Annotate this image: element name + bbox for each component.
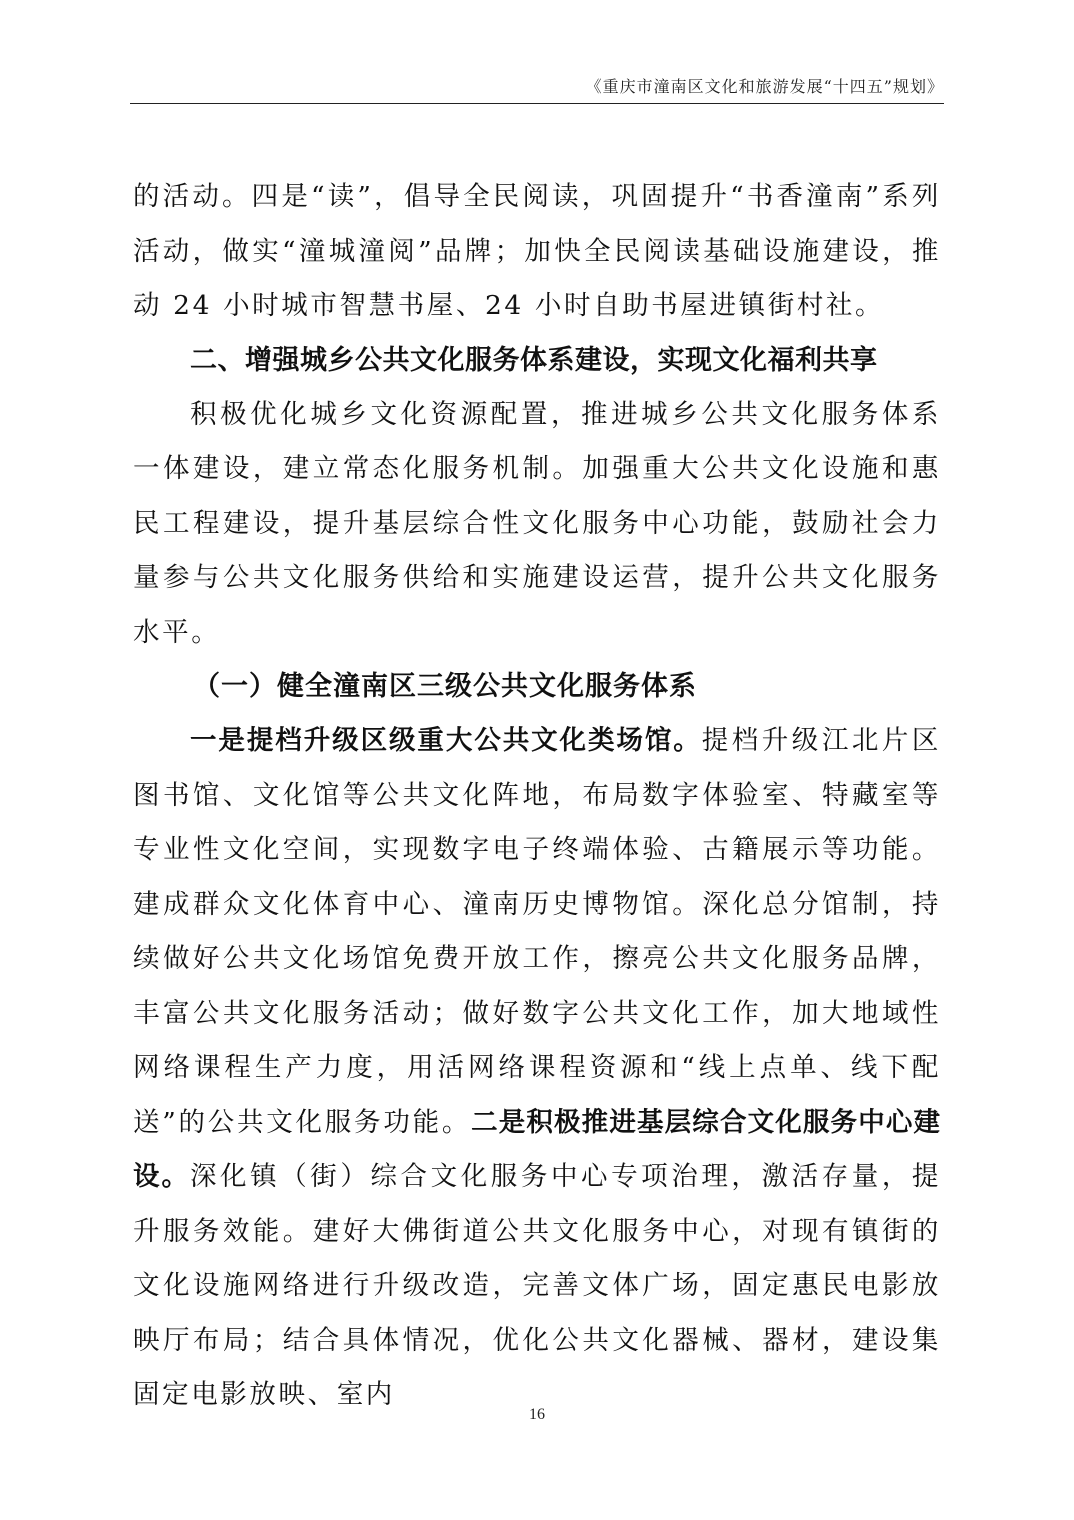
paragraph-public-culture-overview: 积极优化城乡文化资源配置，推进城乡公共文化服务体系一体建设，建立常态化服务机制。加强重大公共文化设施和惠民工程建设，提升基层综合性文化服务中心功能，鼓励社会力量参与公共文化服务供给和实施建设运营，提升公共文化服务水平。 (133, 398, 941, 648)
section-heading: 二、增强城乡公共文化服务体系建设，实现文化福利共享 (190, 344, 878, 376)
subsection-heading: （一）健全潼南区三级公共文化服务体系 (193, 671, 697, 702)
paragraph-text-one: 提档升级江北片区图书馆、文化馆等公共文化阵地，布局数字体验室、特藏室等专业性文化空间，实现数字电子终端体验、古籍展示等功能。建成群众文化体育中心、潼南历史博物馆。深化总分馆制，持续做好公共文化场馆免费开放工作，擦亮公共文化服务品牌，丰富公共文化服务活动；做好数字公共文化工作，加大地域性网络课程生产力度，用活网络课程资源和“线上点单、线下配送”的公共文化服务功能。 (133, 725, 941, 1138)
running-header: 《重庆市潼南区文化和旅游发展“十四五”规划》 (585, 77, 944, 96)
paragraph-text-two: 深化镇（街）综合文化服务中心专项治理，激活存量，提升服务效能。建好大佛街道公共文化服务中心，对现有镇街的文化设施网络进行升级改造，完善文体广场，固定惠民电影放映厅布局；结合具体情况，优化公共文化器械、器材，建设集固定电影放映、室内 (133, 1161, 942, 1410)
lead-phrase-one: 一是提档升级区级重大公共文化类场馆。 (190, 725, 702, 756)
paragraph-reading-campaign: 的活动。四是“读”，倡导全民阅读，巩固提升“书香潼南”系列活动，做实“潼城潼阅”品牌；加快全民阅读基础设施建设，推动 24 小时城市智慧书屋、24 小时自助书屋进镇街村社。 (133, 181, 941, 321)
paragraph-three-tier-system (133, 714, 941, 1423)
header-rule (130, 103, 944, 104)
lead-phrase-two: 二是积极推进基层综合文化服务中心建设。 (133, 1106, 942, 1192)
body-text (133, 170, 941, 1423)
page-number: 16 (529, 1406, 545, 1423)
